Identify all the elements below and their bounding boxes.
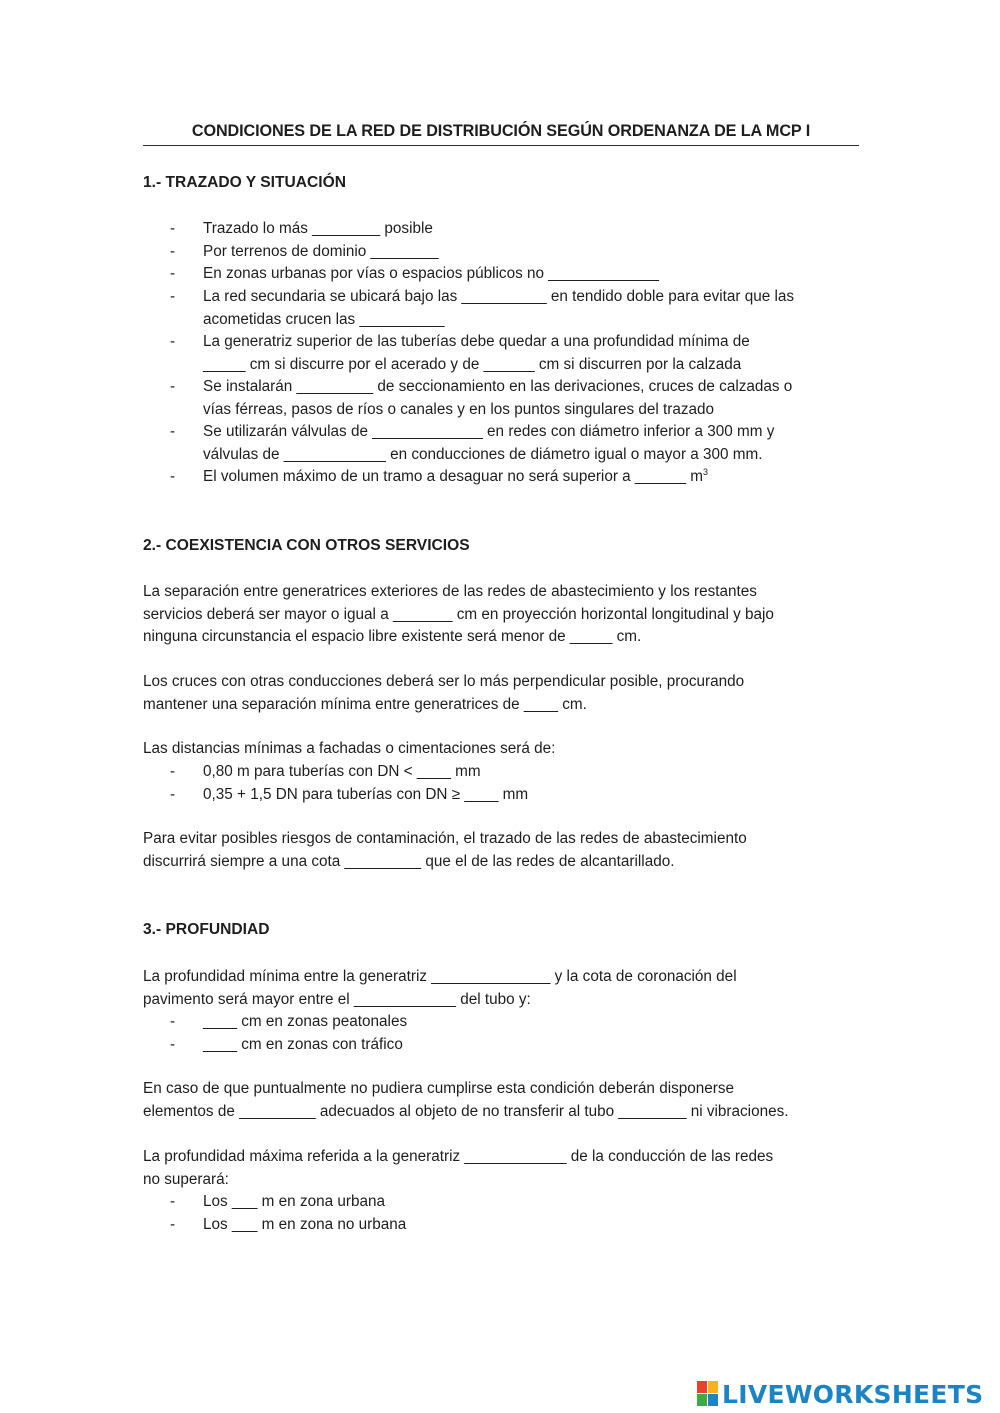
section-2-heading: 2.- COEXISTENCIA CON OTROS SERVICIOS xyxy=(143,537,470,554)
paragraph: La profundidad máxima referida a la generatriz ____________ de la conducción de las redes no superará: xyxy=(143,1148,774,1188)
logo-text: LIVEWORKSHEETS xyxy=(722,1379,984,1409)
paragraph: En caso de que puntualmente no pudiera cumplirse esta condición deberán disponerse elementos de _________ adecuados al objeto de no transferir al tubo ________ ni vibraciones. xyxy=(143,1080,789,1120)
worksheet-page: CONDICIONES DE LA RED DE DISTRIBUCIÓN SEGÚN ORDENANZA DE LA MCP I 1.- TRAZADO Y SITUACIÓN - Trazado lo más ________ posible - Por terrenos de dominio ________ - En zonas urbanas por vías o espacios públicos no _____________ - La red secundaria se ubicará bajo las __________ en tendido doble para evitar que las acometidas crucen las __________ - La generatriz superior de las tuberías debe quedar a una profundidad mínima de _____ cm si discurre por el acerado y de ______ cm si discurren por la calzada - Se instalarán _________ de seccionamiento en las derivaciones, cruces de calzadas o vías férreas, pasos de ríos o canales y en los puntos singulares del trazado - Se utilizarán válvulas de _____________ en redes con diámetro inferior a 300 mm y válvulas de ____________ en conducciones de diámetro igual o mayor a 300 mm. - El volumen máximo de un tramo a desaguar no será superior a ______ $m^3$ 2.- COEXISTENCIA CON OTROS SERVICIOS La separación entre generatrices exteriores de las redes de abastecimiento y los restantes servicios deberá ser mayor o igual a _______ cm en proyección horizontal longitudinal y bajo ninguna circunstancia el espacio libre existente será menor de _____ cm. Los cruces con otras conducciones deberá ser lo más perpendicular posible, procurando mantener una separación mínima entre generatrices de ____ cm. Las distancias mínimas a fachadas o cimentaciones será de: - 0,80 m para tuberías con DN < ____ mm - 0,35 + 1,5 DN para tuberías con DN ≥ ____ mm Para evitar posibles riesgos de contaminación, el trazado de las redes de abastecimiento discurrirá siempre a una cota _________ que el de las redes de alcantarillado. 3.- PROFUNDIAD La profundidad mínima entre la generatriz ______________ y la cota de coronación del pavimento será mayor entre el ____________ del tubo y: - ____ cm en zonas peatonales - ____ cm en zonas con tráfico En caso de que puntualmente no pudiera cumplirse esta condición deberán disponerse elementos de _________ adecuados al objeto de no transferir al tubo ________ ni vibraciones. La profundidad máxima referida a la generatriz ____________ de la conducción de las redes no superará: - Los ___ m en zona urbana - Los ___ m en zona no urbana LIVEWORKSHEETS xyxy=(143,122,984,1409)
paragraph: Los cruces con otras conducciones deberá ser lo más perpendicular posible, procurando mantener una separación mínima entre generatrices de ____ cm. xyxy=(143,673,745,713)
paragraph: La separación entre generatrices exteriores de las redes de abastecimiento y los restantes servicios deberá ser mayor o igual a _______ cm en proyección horizontal longitudinal y bajo ninguna circunstancia el espacio libre existente será menor de _____ cm. xyxy=(143,583,774,645)
liveworksheets-logo-icon xyxy=(697,1381,719,1407)
paragraph: La profundidad mínima entre la generatriz ______________ y la cota de coronación del pavimento será mayor entre el ____________ del tubo y: xyxy=(143,968,737,1008)
paragraph: Las distancias mínimas a fachadas o cimentaciones será de: xyxy=(143,740,556,757)
section-3-heading: 3.- PROFUNDIAD xyxy=(143,921,270,938)
section-1-heading: 1.- TRAZADO Y SITUACIÓN xyxy=(143,174,347,191)
page-title: CONDICIONES DE LA RED DE DISTRIBUCIÓN SEGÚN ORDENANZA DE LA MCP I xyxy=(143,122,859,146)
liveworksheets-logo[interactable] xyxy=(697,1378,983,1410)
superscript: 3 xyxy=(702,466,708,477)
paragraph: Para evitar posibles riesgos de contaminación, el trazado de las redes de abastecimiento discurrirá siempre a una cota _________ que el de las redes de alcantarillado. xyxy=(143,830,747,870)
